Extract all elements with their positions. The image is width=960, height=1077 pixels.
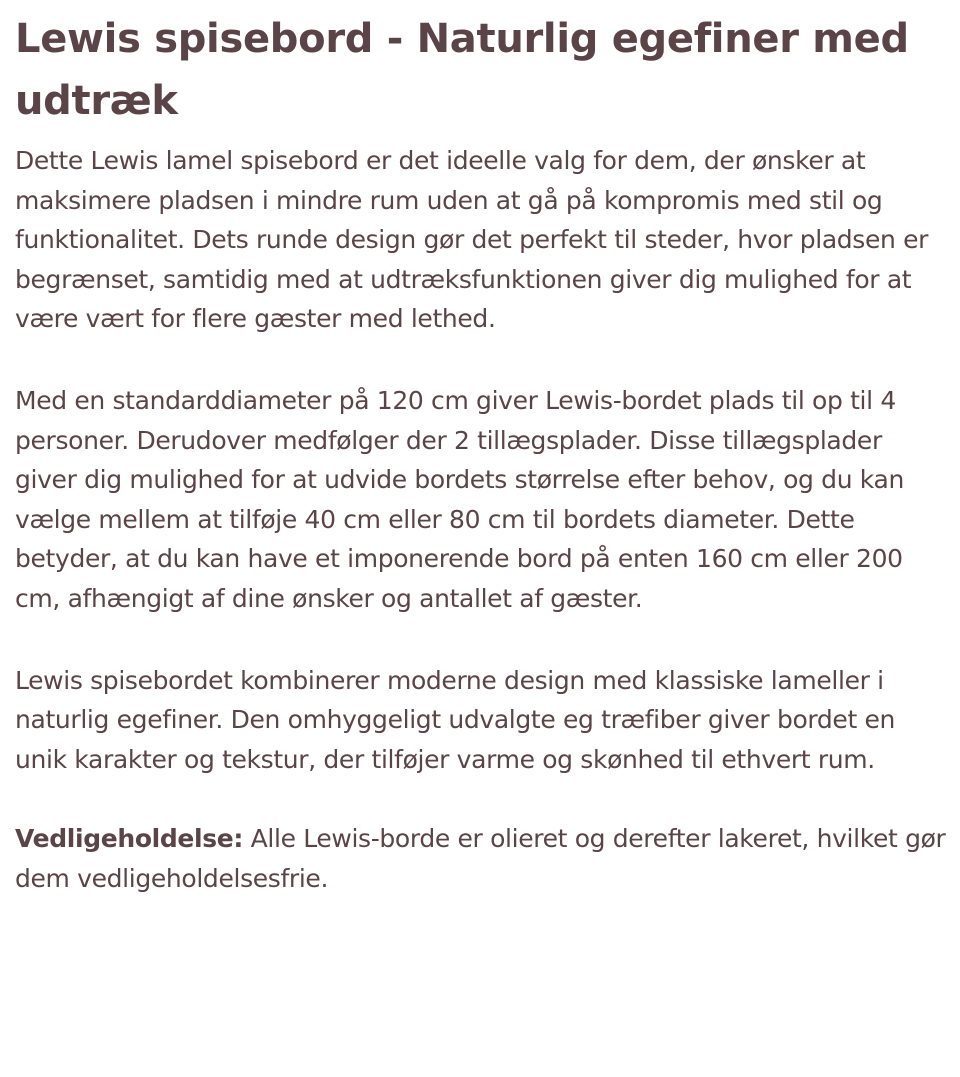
description-paragraph-material: Lewis spisebordet kombinerer moderne design med klassiske lameller i naturlig egefiner. Den omhyggeligt udvalgte eg træfiber giver bordet en unik karakter og tekstur, der tilføjer varme og skønhed til ethvert rum. bbox=[15, 665, 896, 774]
product-title: Lewis spisebord - Naturlig egefiner med udtræk bbox=[15, 16, 909, 124]
care-paragraph bbox=[15, 819, 947, 898]
product-description-section bbox=[15, 8, 947, 899]
care-text: Alle Lewis-borde er olieret og derefter lakeret, hvilket gør dem vedligeholdelsesfrie. bbox=[15, 824, 946, 893]
description-paragraph-dimensions: Med en standarddiameter på 120 cm giver Lewis-bordet plads til op til 4 personer. Derudover medfølger der 2 tillægsplader. Disse tillægsplader giver dig mulighed for at udvide bordets størrelse efter behov, og du kan vælge mellem at tilføje 40 cm eller 80 cm til bordets diameter. Dette betyder, at du kan have et imponerende bord på enten 160 cm eller 200 cm, afhængigt af dine ønsker og antallet af gæster. bbox=[15, 385, 904, 613]
description-paragraph-intro: Dette Lewis lamel spisebord er det ideelle valg for dem, der ønsker at maksimere pladsen i mindre rum uden at gå på kompromis med stil og funktionalitet. Dets runde design gør det perfekt til steder, hvor pladsen er begrænset, samtidig med at udtræksfunktionen giver dig mulighed for at være vært for flere gæster med lethed. bbox=[15, 146, 929, 334]
care-label: Vedligeholdelse: bbox=[15, 824, 244, 854]
